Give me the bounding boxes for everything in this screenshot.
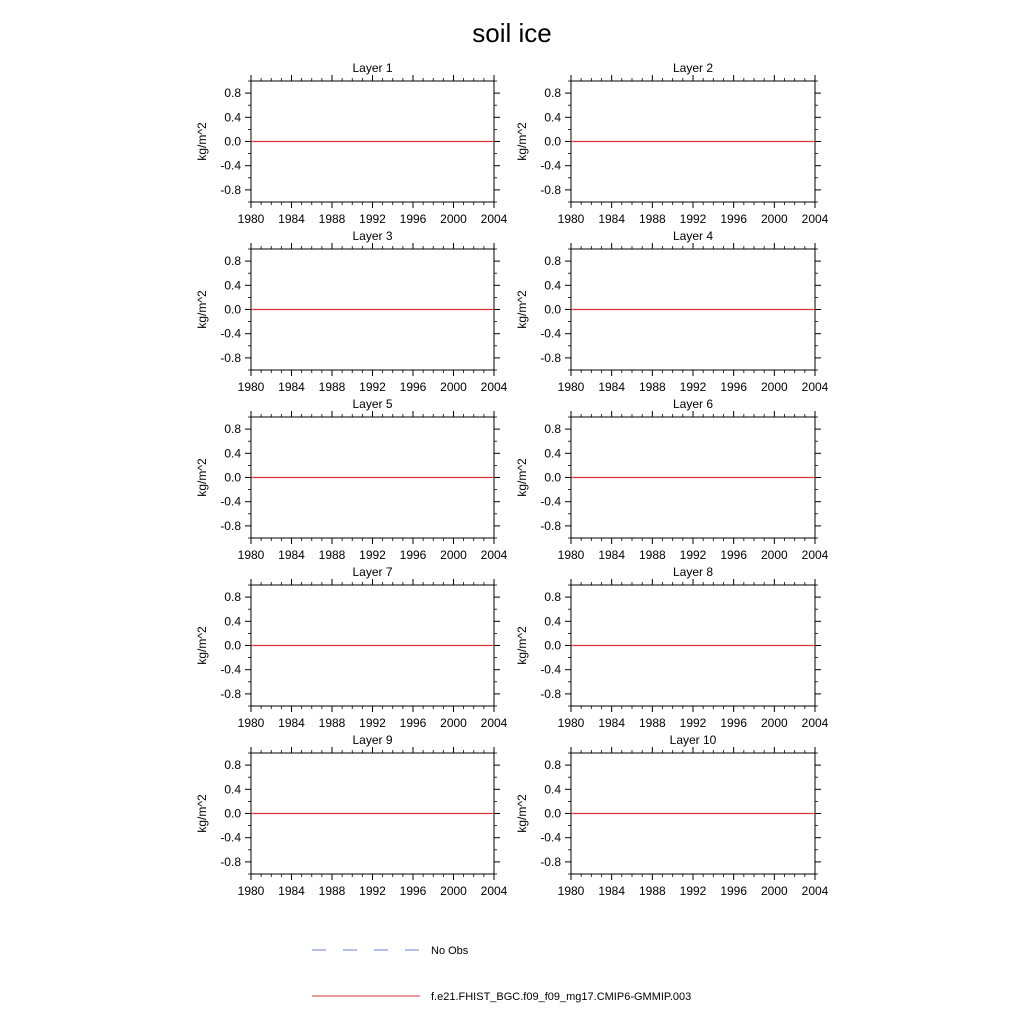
panel-title: Layer 6 bbox=[672, 397, 714, 411]
panel-title: Layer 3 bbox=[352, 229, 393, 243]
panel-title: Layer 7 bbox=[352, 565, 393, 579]
x-tick-label: 2000 bbox=[760, 884, 788, 898]
x-tick-label: 1996 bbox=[720, 548, 748, 562]
x-tick-label: 1980 bbox=[557, 716, 585, 730]
x-tick-label: 2004 bbox=[801, 716, 829, 730]
x-tick-label: 1996 bbox=[399, 380, 427, 394]
x-tick-label: 2000 bbox=[760, 548, 788, 562]
legend-label: No Obs bbox=[431, 945, 469, 957]
x-tick-label: 2004 bbox=[801, 212, 829, 226]
y-tick-label: -0.8 bbox=[540, 854, 561, 869]
panel-grid bbox=[195, 61, 829, 898]
legend bbox=[312, 945, 691, 1003]
x-tick-label: 2000 bbox=[440, 548, 467, 562]
x-tick-label: 1996 bbox=[399, 884, 427, 898]
x-tick-label: 1992 bbox=[359, 380, 386, 394]
x-tick-label: 2000 bbox=[440, 884, 467, 898]
y-tick-label: -0.8 bbox=[540, 182, 561, 197]
x-tick-label: 1996 bbox=[399, 716, 427, 730]
chart-panel bbox=[515, 229, 829, 394]
x-tick-label: 1992 bbox=[679, 548, 707, 562]
x-tick-label: 1980 bbox=[237, 716, 265, 730]
y-tick-label: 0.0 bbox=[224, 638, 241, 653]
y-tick-label: 0.4 bbox=[224, 278, 241, 293]
y-tick-label: -0.8 bbox=[540, 518, 561, 533]
x-tick-label: 1988 bbox=[318, 380, 346, 394]
x-tick-label: 1984 bbox=[598, 884, 626, 898]
x-tick-label: 2000 bbox=[440, 212, 467, 226]
x-tick-label: 2004 bbox=[801, 884, 829, 898]
x-tick-label: 1992 bbox=[359, 716, 386, 730]
x-tick-label: 1984 bbox=[598, 716, 626, 730]
panel-title: Layer 2 bbox=[672, 61, 714, 75]
x-tick-label: 1980 bbox=[557, 212, 585, 226]
x-tick-label: 1980 bbox=[557, 380, 585, 394]
x-tick-label: 1984 bbox=[598, 380, 626, 394]
y-tick-label: 0.8 bbox=[224, 254, 241, 269]
y-tick-label: 0.8 bbox=[544, 758, 561, 773]
x-tick-label: 1992 bbox=[359, 548, 386, 562]
x-tick-label: 2004 bbox=[480, 884, 508, 898]
y-tick-label: 0.0 bbox=[224, 302, 241, 317]
y-tick-label: -0.4 bbox=[540, 158, 561, 173]
chart-panel bbox=[195, 61, 508, 226]
y-tick-label: 0.8 bbox=[544, 422, 561, 437]
x-tick-label: 1984 bbox=[278, 548, 305, 562]
x-tick-label: 1984 bbox=[598, 548, 626, 562]
legend-label: f.e21.FHIST_BGC.f09_f09_mg17.CMIP6-GMMIP.003 bbox=[431, 991, 692, 1003]
panel-title: Layer 4 bbox=[672, 229, 714, 243]
y-tick-label: -0.8 bbox=[220, 518, 241, 533]
y-tick-label: 0.8 bbox=[544, 590, 561, 605]
y-tick-label: 0.8 bbox=[224, 86, 241, 101]
y-tick-label: -0.4 bbox=[540, 662, 561, 677]
x-tick-label: 1996 bbox=[399, 548, 427, 562]
y-tick-label: -0.8 bbox=[220, 854, 241, 869]
y-tick-label: 0.8 bbox=[544, 86, 561, 101]
x-tick-label: 2004 bbox=[480, 548, 508, 562]
y-tick-label: 0.4 bbox=[224, 614, 241, 629]
y-tick-label: 0.4 bbox=[224, 782, 241, 797]
x-tick-label: 1980 bbox=[557, 548, 585, 562]
chart-panel bbox=[515, 733, 829, 898]
y-tick-label: 0.0 bbox=[544, 134, 561, 149]
x-tick-label: 1980 bbox=[237, 884, 265, 898]
y-tick-label: -0.4 bbox=[220, 662, 241, 677]
y-tick-label: 0.4 bbox=[544, 614, 561, 629]
y-tick-label: 0.8 bbox=[544, 254, 561, 269]
panel-title: Layer 9 bbox=[352, 733, 393, 747]
y-axis-label: kg/m^2 bbox=[195, 122, 209, 161]
chart-panel bbox=[515, 397, 829, 562]
y-tick-label: 0.4 bbox=[224, 446, 241, 461]
y-tick-label: -0.4 bbox=[220, 830, 241, 845]
x-tick-label: 1984 bbox=[278, 212, 305, 226]
y-tick-label: 0.0 bbox=[224, 806, 241, 821]
x-tick-label: 2004 bbox=[480, 380, 508, 394]
x-tick-label: 2004 bbox=[801, 380, 829, 394]
y-tick-label: 0.0 bbox=[544, 638, 561, 653]
y-tick-label: 0.4 bbox=[224, 110, 241, 125]
y-tick-label: 0.8 bbox=[224, 590, 241, 605]
x-tick-label: 1996 bbox=[399, 212, 427, 226]
x-tick-label: 1984 bbox=[598, 212, 626, 226]
x-tick-label: 1984 bbox=[278, 380, 305, 394]
y-tick-label: -0.4 bbox=[540, 494, 561, 509]
y-tick-label: -0.4 bbox=[220, 158, 241, 173]
chart-panel bbox=[195, 229, 508, 394]
panel-title: Layer 5 bbox=[352, 397, 393, 411]
x-tick-label: 2000 bbox=[760, 212, 788, 226]
x-tick-label: 1996 bbox=[720, 716, 748, 730]
chart-panel bbox=[195, 397, 508, 562]
y-tick-label: -0.8 bbox=[540, 350, 561, 365]
panel-title: Layer 1 bbox=[352, 61, 393, 75]
y-axis-label: kg/m^2 bbox=[515, 626, 529, 665]
y-axis-label: kg/m^2 bbox=[515, 290, 529, 329]
y-tick-label: 0.4 bbox=[544, 110, 561, 125]
y-tick-label: -0.4 bbox=[540, 830, 561, 845]
y-tick-label: 0.0 bbox=[544, 806, 561, 821]
x-tick-label: 1984 bbox=[278, 716, 305, 730]
y-tick-label: -0.4 bbox=[220, 494, 241, 509]
y-axis-label: kg/m^2 bbox=[515, 458, 529, 497]
chart-panel bbox=[515, 565, 829, 730]
x-tick-label: 1988 bbox=[638, 884, 666, 898]
x-tick-label: 1992 bbox=[359, 212, 386, 226]
x-tick-label: 2004 bbox=[801, 548, 829, 562]
x-tick-label: 1992 bbox=[679, 380, 707, 394]
x-tick-label: 1980 bbox=[237, 548, 265, 562]
x-tick-label: 1992 bbox=[359, 884, 386, 898]
y-tick-label: -0.4 bbox=[220, 326, 241, 341]
y-axis-label: kg/m^2 bbox=[515, 794, 529, 833]
x-tick-label: 1996 bbox=[720, 884, 748, 898]
y-axis-label: kg/m^2 bbox=[195, 290, 209, 329]
x-tick-label: 1988 bbox=[318, 884, 346, 898]
y-tick-label: 0.4 bbox=[544, 782, 561, 797]
x-tick-label: 1988 bbox=[318, 548, 346, 562]
y-tick-label: 0.0 bbox=[224, 134, 241, 149]
x-tick-label: 2000 bbox=[760, 716, 788, 730]
x-tick-label: 1980 bbox=[557, 884, 585, 898]
x-tick-label: 1992 bbox=[679, 716, 707, 730]
x-tick-label: 1988 bbox=[638, 212, 666, 226]
y-tick-label: 0.4 bbox=[544, 446, 561, 461]
y-tick-label: 0.8 bbox=[224, 758, 241, 773]
y-tick-label: -0.8 bbox=[220, 686, 241, 701]
x-tick-label: 2004 bbox=[480, 212, 508, 226]
x-tick-label: 2000 bbox=[440, 380, 467, 394]
chart-panel bbox=[195, 565, 508, 730]
panel-title: Layer 8 bbox=[672, 565, 714, 579]
y-tick-label: -0.8 bbox=[220, 182, 241, 197]
y-axis-label: kg/m^2 bbox=[515, 122, 529, 161]
x-tick-label: 2000 bbox=[440, 716, 467, 730]
y-tick-label: -0.8 bbox=[540, 686, 561, 701]
y-tick-label: -0.8 bbox=[220, 350, 241, 365]
x-tick-label: 1988 bbox=[638, 380, 666, 394]
x-tick-label: 1980 bbox=[237, 380, 265, 394]
x-tick-label: 1996 bbox=[720, 212, 748, 226]
x-tick-label: 1980 bbox=[237, 212, 265, 226]
y-tick-label: -0.4 bbox=[540, 326, 561, 341]
y-axis-label: kg/m^2 bbox=[195, 794, 209, 833]
panel-title: Layer 10 bbox=[669, 733, 717, 747]
figure-title: soil ice bbox=[472, 18, 552, 48]
chart-panel bbox=[515, 61, 829, 226]
x-tick-label: 1988 bbox=[638, 716, 666, 730]
y-tick-label: 0.0 bbox=[224, 470, 241, 485]
y-tick-label: 0.4 bbox=[544, 278, 561, 293]
chart-panel bbox=[195, 733, 508, 898]
x-tick-label: 1992 bbox=[679, 212, 707, 226]
x-tick-label: 2000 bbox=[760, 380, 788, 394]
y-tick-label: 0.8 bbox=[224, 422, 241, 437]
y-axis-label: kg/m^2 bbox=[195, 626, 209, 665]
x-tick-label: 1988 bbox=[638, 548, 666, 562]
y-tick-label: 0.0 bbox=[544, 302, 561, 317]
x-tick-label: 2004 bbox=[480, 716, 508, 730]
x-tick-label: 1988 bbox=[318, 212, 346, 226]
x-tick-label: 1984 bbox=[278, 884, 305, 898]
x-tick-label: 1992 bbox=[679, 884, 707, 898]
y-axis-label: kg/m^2 bbox=[195, 458, 209, 497]
y-tick-label: 0.0 bbox=[544, 470, 561, 485]
x-tick-label: 1996 bbox=[720, 380, 748, 394]
x-tick-label: 1988 bbox=[318, 716, 346, 730]
